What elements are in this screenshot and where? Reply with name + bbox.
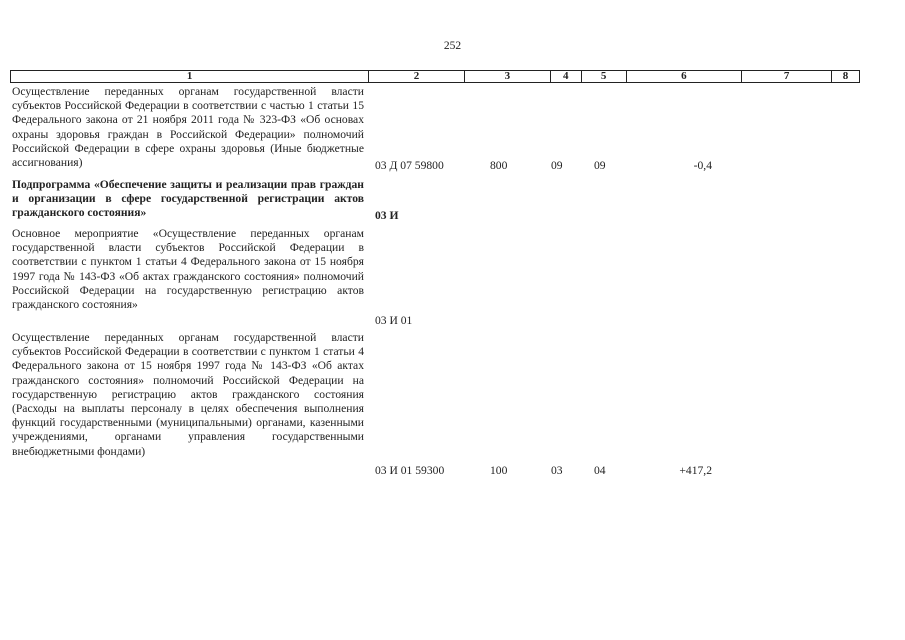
row-code: 03 И xyxy=(375,209,399,222)
table-header-row xyxy=(10,70,860,83)
column-header-6: 6 xyxy=(627,71,743,82)
column-header-3: 3 xyxy=(465,71,551,82)
row-subsection: 04 xyxy=(594,464,606,477)
row-expense-type: 100 xyxy=(490,464,508,477)
row-amount: +417,2 xyxy=(679,464,712,477)
page-number: 252 xyxy=(443,40,462,52)
row-subsection: 09 xyxy=(594,159,606,172)
column-header-7: 7 xyxy=(742,71,832,82)
column-header-8: 8 xyxy=(842,70,849,82)
column-header-4: 4 xyxy=(551,71,582,82)
table-row xyxy=(12,85,364,170)
row-code: 03 Д 07 59800 xyxy=(375,159,444,172)
row-code: 03 И 01 xyxy=(375,314,413,327)
row-description: Подпрограмма «Обеспечение защиты и реализации прав граждан и организации в сфере государственной регистрации актов гражданского состояния» xyxy=(12,178,364,220)
row-description: Осуществление переданных органам государственной власти субъектов Российской Федерации в соответствии с пунктом 1 статьи 4 Федерального закона от 15 ноября 1997 года № 143-ФЗ «Об актах гражданского состояния» полномочий Российской Федерации на государственную регистрацию актов гражданского состояния (Расходы на выплаты персоналу в целях обеспечения выполнения функций государственными (муниципальными) органами, казенными учреждениями, органами управления государственными внебюджетными фондами) xyxy=(12,331,364,458)
row-code: 03 И 01 59300 xyxy=(375,464,445,477)
column-header-2: 2 xyxy=(369,71,465,82)
table-row xyxy=(12,331,364,459)
row-description: Основное мероприятие «Осуществление переданных органам государственной власти субъектов Российской Федерации в соответствии с пунктом 1 статьи 4 Федерального закона от 15 ноября 1997 года № 143-ФЗ «Об актах гражданского состояния» полномочий Российской Федерации на государственную регистрацию актов гражданского состояния» xyxy=(12,227,364,312)
table-row xyxy=(12,178,364,221)
row-amount: -0,4 xyxy=(693,159,712,172)
row-description: Осуществление переданных органам государственной власти субъектов Российской Федерации в соответствии с частью 1 статьи 15 Федерального закона от 21 ноября 2011 года № 323-ФЗ «Об основах охраны здоровья граждан в Российской Федерации» полномочий Российской Федерации в сфере охраны здоровья (Иные бюджетные ассигнования) xyxy=(12,85,364,170)
column-header-1: 1 xyxy=(11,71,369,82)
row-expense-type: 800 xyxy=(490,159,508,172)
row-section: 03 xyxy=(551,464,563,477)
row-section: 09 xyxy=(551,159,563,172)
table-row xyxy=(12,227,364,312)
column-header-5: 5 xyxy=(582,71,627,82)
